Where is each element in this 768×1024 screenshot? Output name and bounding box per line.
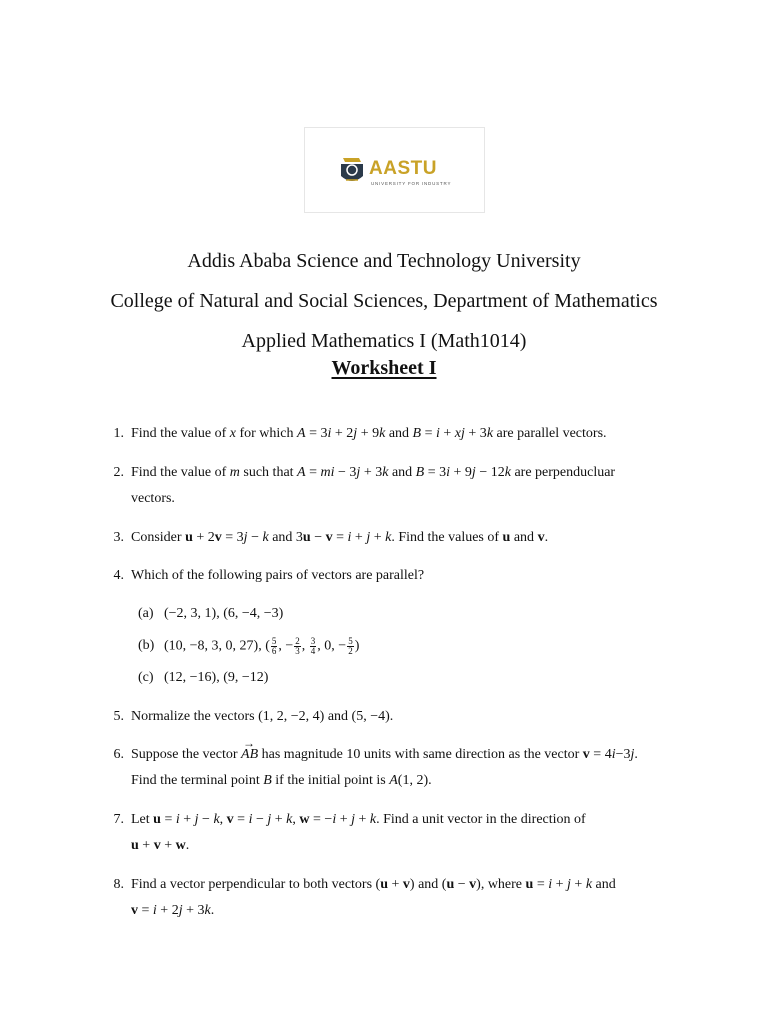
part-label: (c) [138, 670, 154, 685]
question-number: 7. [113, 812, 124, 827]
course-title: Applied Mathematics I (Math1014) [241, 330, 527, 352]
university-name: Addis Ababa Science and Technology University [187, 250, 581, 272]
part-label: (b) [138, 638, 155, 653]
part-value: (12, −16), (9, −12) [164, 670, 269, 685]
question-text: Normalize the vectors (1, 2, −2, 4) and (5, −4). [131, 709, 394, 724]
aastu-emblem-icon [337, 154, 367, 188]
question-text: Find the value of x for which A = 3i + 2j + 9k and B = i + xj + 3k are parallel vectors. [131, 426, 607, 441]
question-number: 4. [113, 568, 124, 583]
question-number: 8. [113, 877, 124, 892]
question-text: Suppose the vector → AB has magnitude 10 units with same direction as the vector v = 4i−3j. Find the terminal point B if the initial point is A(1, 2). [131, 746, 697, 790]
question-number: 6. [113, 747, 124, 762]
logo-wordmark: AASTU [369, 158, 437, 179]
question-number: 1. [113, 426, 124, 441]
question-text: Consider u + 2v = 3j − k and 3u − v = i + j + k. Find the values of u and v. [131, 530, 549, 545]
question-text: Let u = i + j − k, v = i − j + k, w = −i + j + k. Find a unit vector in the direction of u + v + w. [131, 812, 586, 853]
university-logo [304, 127, 485, 213]
worksheet-title: Worksheet I [331, 357, 437, 379]
college-department: College of Natural and Social Sciences, Department of Mathematics [110, 290, 658, 312]
question-number: 5. [113, 709, 124, 724]
part-value: (−2, 3, 1), (6, −4, −3) [164, 606, 284, 621]
part-label: (a) [138, 606, 154, 621]
question-text: Find the value of m such that A = mi − 3j + 3k and B = 3i + 9j − 12k are perpenducluar vectors. [131, 465, 616, 506]
question-text: Which of the following pairs of vectors are parallel? [131, 568, 425, 583]
question-text: Find a vector perpendicular to both vectors (u + v) and (u − v), where u = i + j + k and v = i + 2j + 3k. [131, 877, 616, 918]
logo-tagline: UNIVERSITY FOR INDUSTRY [371, 181, 452, 186]
question-number: 3. [113, 530, 124, 545]
part-value: (10, −8, 3, 0, 27), ( $\frac{5}{6}$ , − $\frac{2}{3}$ , $\frac{3}{4}$ , 0, − $\frac{5}{2}$ ) [164, 636, 360, 656]
question-number: 2. [113, 465, 124, 480]
